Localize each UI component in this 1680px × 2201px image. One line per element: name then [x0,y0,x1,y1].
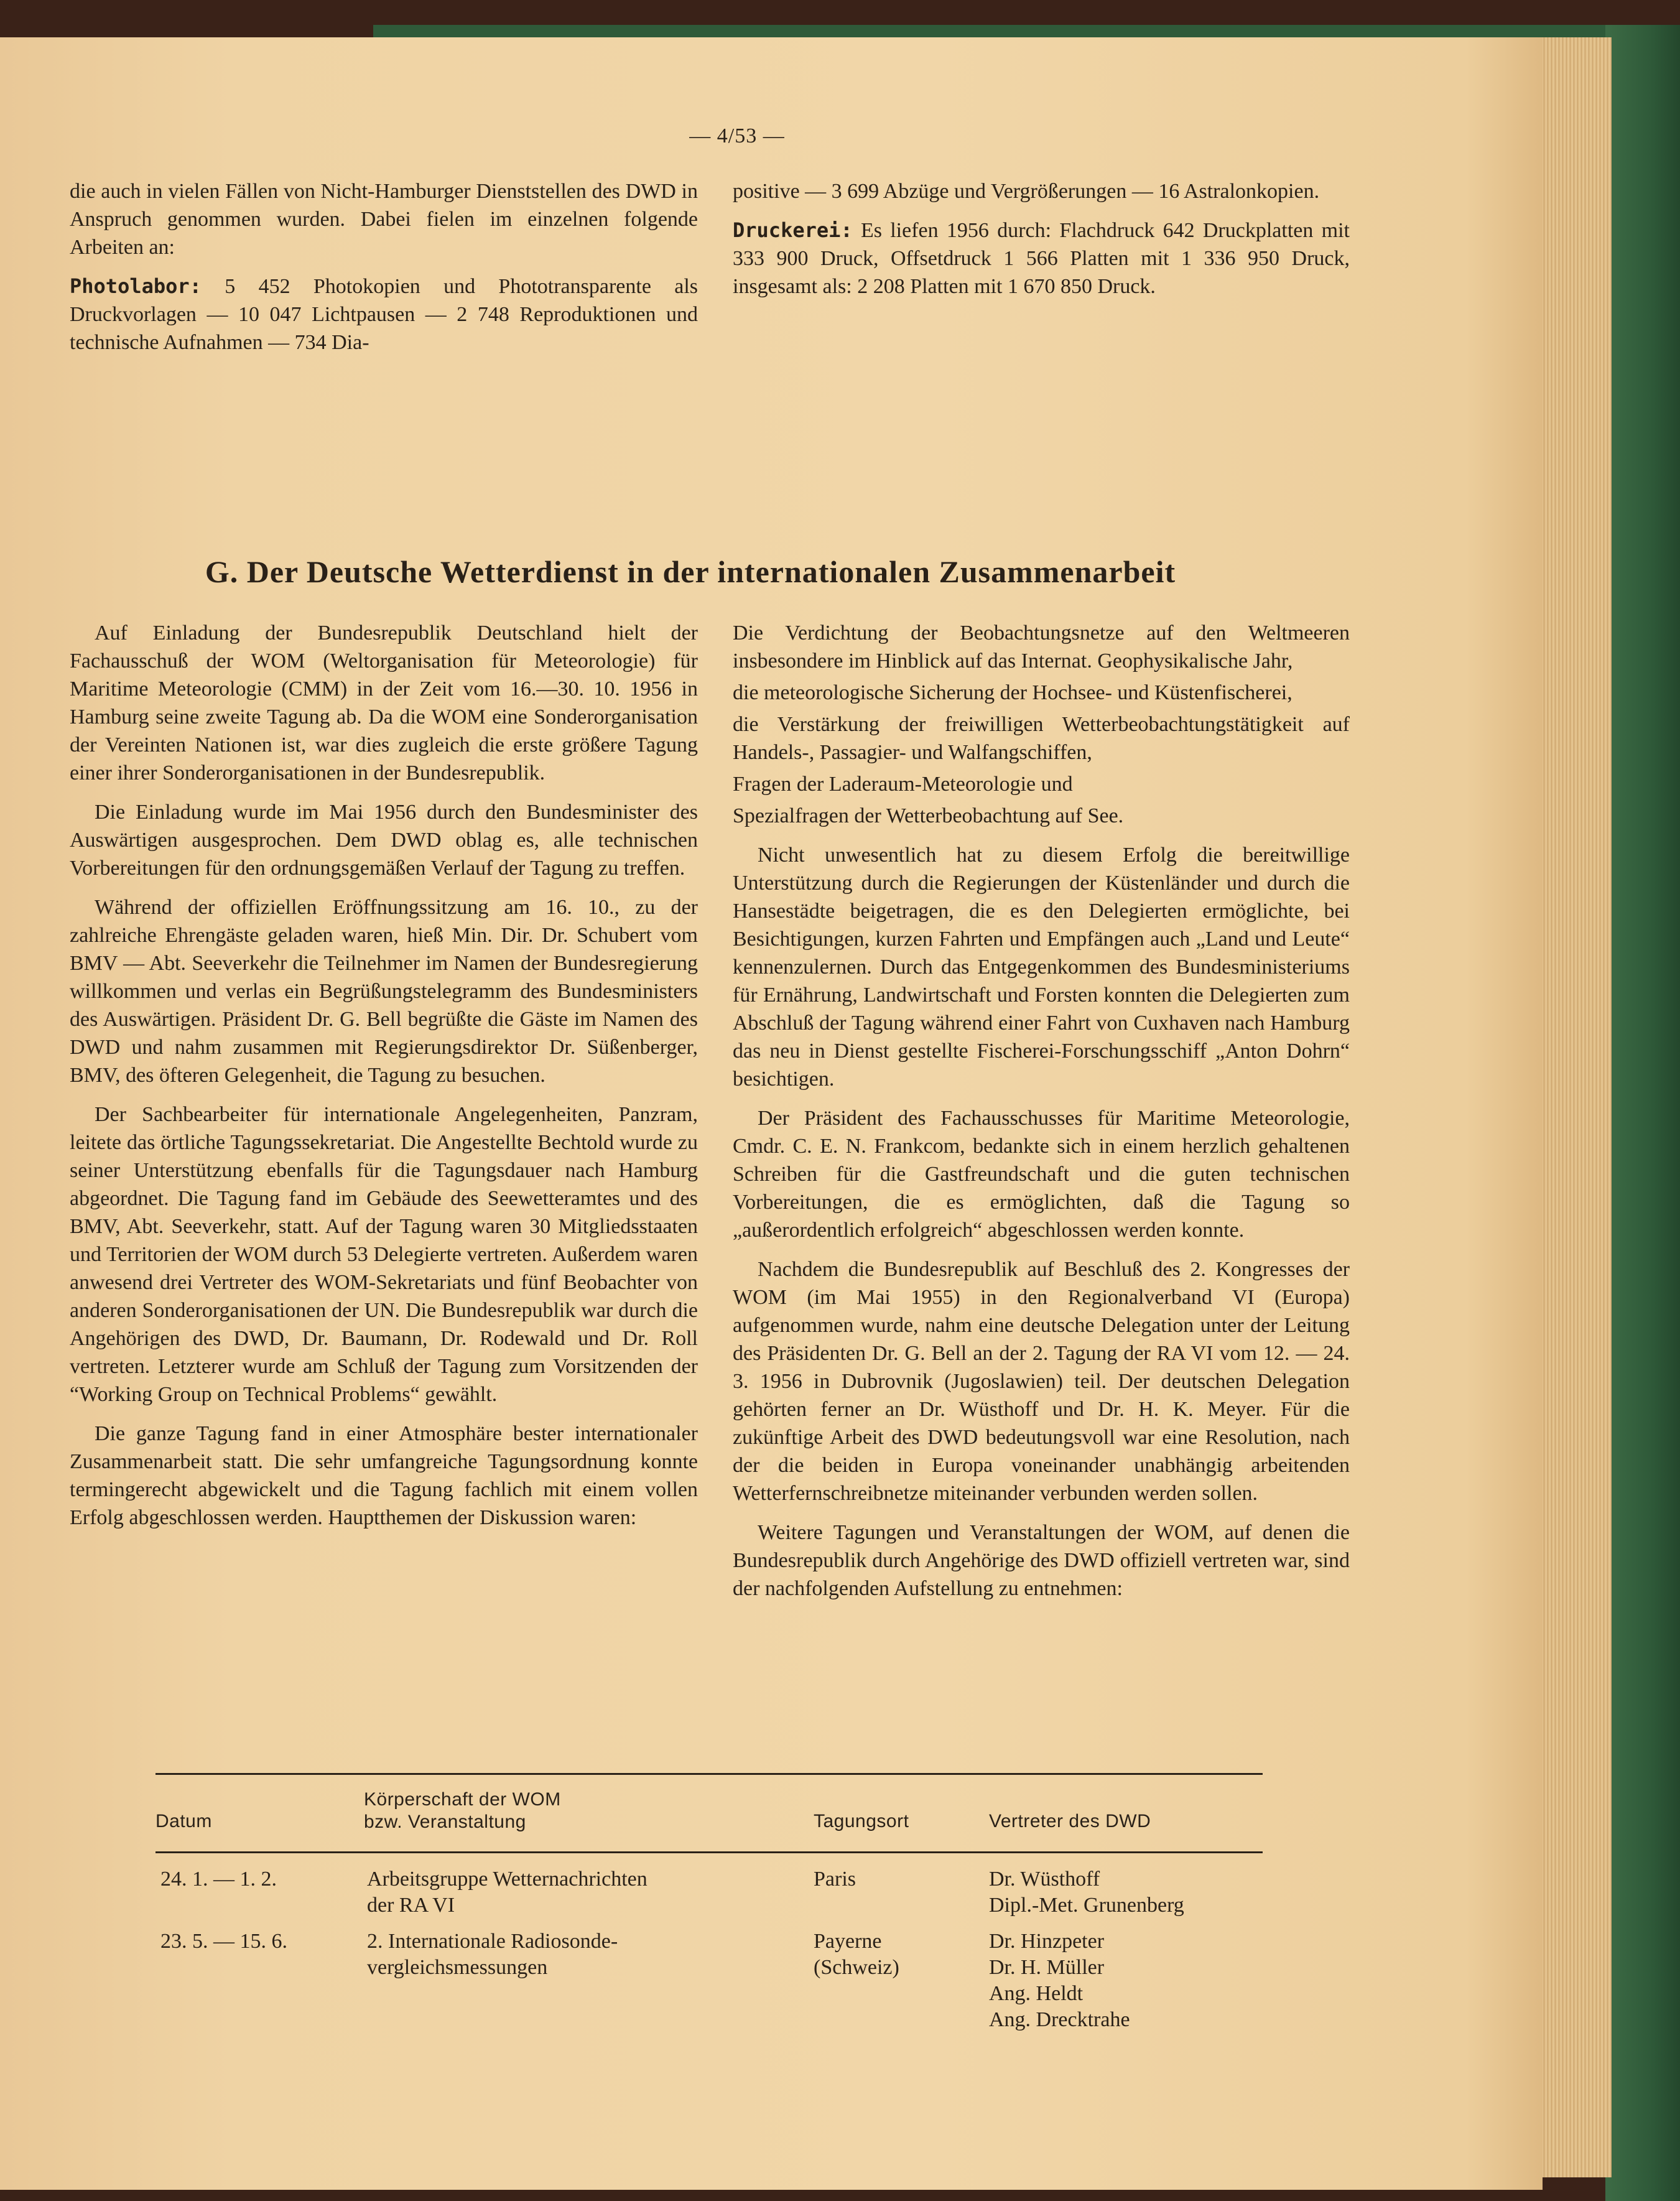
row-1-veranstaltung [367,1866,647,1919]
left-paragraph-3: Während der offiziellen Eröffnungssitzung am 16. 10., zu der zahlreiche Ehrengäste geladen waren, hieß Min. Dir. Dr. Schubert vom BMV — Abt. Seeverkehr die Teilnehmer im Namen der Bundesregierung willkommen und verlas ein Begrüßungstelegramm des Bundesministers des Auswärtigen. Präsident Dr. G. Bell begrüßte die Gäste im Namen des DWD und nahm zusammen mit Regierungsdirektor Dr. Süßenberger, BMV, des öfteren Gelegenheit, die Tagung zu besuchen. [70,896,698,1087]
row-2-veranstaltung [367,1929,618,1981]
row-1-vertreter-line-1: Dr. Wüsthoff [989,1868,1100,1891]
list-item-2: die meteorologische Sicherung der Hochsee- und Küstenfischerei, [733,681,1292,704]
row-2-veranstaltung-line-2: vergleichsmessungen [367,1956,548,1979]
list-item-3: die Verstärkung der freiwilligen Wetterbeobachtungstätigkeit auf Handels-, Passagier- und Walfangschiffen, [733,713,1350,764]
row-2-datum: 23. 5. — 15. 6. [160,1930,287,1953]
table-header-koerperschaft-line-1: Körperschaft der WOM [364,1789,561,1810]
table-header-rule [155,1851,1263,1853]
row-2-veranstaltung-line-1: 2. Internationale Radiosonde- [367,1930,618,1953]
top-right-paragraph-2 [733,216,1350,300]
photolabor-text: 5 452 Photokopien und Phototransparente als Druckvorlagen — 10 047 Lichtpausen — 2 748 Reproduktionen und technische Aufnahmen — 734 Dia- [70,275,698,354]
row-2-vertreter-line-3: Ang. Heldt [989,1982,1084,2005]
page-stack-edge [1537,37,1612,2177]
book-cover-edge [1605,25,1680,2201]
row-1-vertreter-line-2: Dipl.-Met. Grunenberg [989,1894,1184,1917]
page-number: — 4/53 — [689,124,785,147]
table-header-datum: Datum [155,1811,212,1831]
row-2-ort-line-2: (Schweiz) [814,1956,899,1979]
section-heading: G. Der Deutsche Wetterdienst in der internationalen Zusammenarbeit [205,554,1176,589]
row-2-vertreter-line-2: Dr. H. Müller [989,1956,1105,1979]
table-top-rule [155,1773,1263,1775]
top-right-column [733,177,1350,312]
left-paragraph-2: Die Einladung wurde im Mai 1956 durch den Bundesminister des Auswärtigen ausgesprochen. Dem DWD oblag es, alle technischen Vorbereitungen für den ordnungsgemäßen Verlauf der Tagung zu treffen. [70,801,698,880]
list-item-1: Die Verdichtung der Beobachtungsnetze auf den Weltmeeren insbesondere im Hinblick auf das Internat. Geophysikalische Jahr, [733,621,1350,672]
right-paragraph-3: Nachdem die Bundesrepublik auf Beschluß des 2. Kongresses der WOM (im Mai 1955) in den Regionalverband VI (Europa) aufgenommen wurde, nahm eine deutsche Delegation unter der Leitung des Präsidenten Dr. G. Bell an der 2. Tagung der RA VI vom 12. — 24. 3. 1956 in Dubrovnik (Jugoslawien) teil. Der deutschen Delegation gehörten ferner an Dr. Wüsthoff und Dr. H. K. Meyer. Für die zukünftige Arbeit des DWD bedeutungsvoll war eine Resolution, nach der die beiden in Europa voneinander unabhängig arbeitenden Wetterfernschreibnetze miteinander verbunden werden sollen. [733,1258,1350,1505]
table-header-tagungsort: Tagungsort [814,1811,909,1831]
table-header-koerperschaft-line-2: bzw. Veranstaltung [364,1812,526,1832]
right-paragraph-1: Nicht unwesentlich hat zu diesem Erfolg die bereitwillige Unterstützung durch die Regierungen der Küstenländer und durch die Hansestädte beigetragen, die es den Delegierten ermöglichte, bei Besichtigungen, kurzen Fahrten und Empfängen auch „Land und Leute“ kennenzulernen. Durch das Entgegenkommen des Bundesministeriums für Ernährung, Landwirtschaft und Forsten konnten die Delegierten zum Abschluß der Tagung während einer Fahrt von Cuxhaven nach Hamburg das neu in Dienst gestellte Fischerei-Forschungsschiff „Anton Dohrn“ besichtigen. [733,844,1350,1091]
right-paragraph-4: Weitere Tagungen und Veranstaltungen der WOM, auf denen die Bundesrepublik durch Angehörige des DWD offiziell vertreten war, sind der nachfolgenden Aufstellung zu entnehmen: [733,1521,1350,1600]
left-paragraph-1: Auf Einladung der Bundesrepublik Deutschland hielt der Fachausschuß der WOM (Weltorganisation für Meteorologie) für Maritime Meteorologie (CMM) in der Zeit vom 16.—30. 10. 1956 in Hamburg seine zweite Tagung ab. Da die WOM eine Sonderorganisation der Vereinten Nationen ist, war dies zugleich die erste größere Tagung einer ihrer Sonderorganisationen in der Bundesrepublik. [70,621,698,784]
row-1-veranstaltung-line-2: der RA VI [367,1894,455,1917]
druckerei-label: Druckerei: [733,218,853,242]
row-1-datum: 24. 1. — 1. 2. [160,1868,277,1891]
row-2-vertreter [989,1929,1130,2033]
list-item-4: Fragen der Laderaum-Meteorologie und [733,773,1073,796]
top-right-paragraph-1: positive — 3 699 Abzüge und Vergrößerungen — 16 Astralonkopien. [733,180,1320,203]
left-paragraph-5: Die ganze Tagung fand in einer Atmosphäre bester internationaler Zusammenarbeit statt. Die sehr umfangreiche Tagungsordnung konnte termingerecht abgewickelt und die Tagung fachlich mit einem vollen Erfolg abgeschlossen werden. Hauptthemen der Diskussion waren: [70,1422,698,1529]
row-2-vertreter-line-1: Dr. Hinzpeter [989,1930,1105,1953]
table-header-koerperschaft [364,1789,561,1833]
row-2-vertreter-line-4: Ang. Drecktrahe [989,2008,1130,2031]
list-item-5: Spezialfragen der Wetterbeobachtung auf See. [733,804,1124,827]
row-2-ort [814,1929,899,1981]
right-paragraph-2: Der Präsident des Fachausschusses für Maritime Meteorologie, Cmdr. C. E. N. Frankcom, bedankte sich in einem herzlich gehaltenen Schreiben für die Gastfreundschaft und die guten technischen Vorbereitungen, die es ermöglichten, daß die Tagung so „außerordentlich erfolgreich“ abgeschlossen werden konnte. [733,1107,1350,1242]
top-left-paragraph-2 [70,272,698,356]
top-left-paragraph-1: die auch in vielen Fällen von Nicht-Hamburger Dienststellen des DWD in Anspruch genommen wurden. Dabei fielen im einzelnen folgende Arbeiten an: [70,180,698,259]
right-column [733,619,1350,1614]
table-header-vertreter: Vertreter des DWD [989,1811,1151,1831]
photolabor-label: Photolabor: [70,274,202,298]
row-1-ort: Paris [814,1868,856,1891]
top-left-column [70,177,698,368]
row-1-vertreter [989,1866,1184,1919]
left-column [70,619,698,1543]
row-2-ort-line-1: Payerne [814,1930,882,1953]
document-page [0,37,1543,2190]
druckerei-text: Es liefen 1956 durch: Flachdruck 642 Druckplatten mit 333 900 Druck, Offsetdruck 1 566 Platten mit 1 336 950 Druck, insgesamt als: 2 208 Platten mit 1 670 850 Druck. [733,219,1350,298]
left-paragraph-4: Der Sachbearbeiter für internationale Angelegenheiten, Panzram, leitete das örtliche Tagungssekretariat. Die Angestellte Bechtold wurde zu seiner Unterstützung ebenfalls für die Tagungsdauer nach Hamburg abgeordnet. Die Tagung fand im Gebäude des Seewetteramtes und des BMV, Abt. Seeverkehr, statt. Auf der Tagung waren 30 Mitgliedsstaaten und Territorien der WOM durch 53 Delegierte vertreten. Außerdem waren anwesend drei Vertreter des WOM-Sekretariats und fünf Beobachter von anderen Sonderorganisationen der UN. Die Bundesrepublik war durch die Angehörigen des DWD, Dr. Baumann, Dr. Rodewald und Dr. Roll vertreten. Letzterer wurde am Schluß der Tagung zum Vorsitzenden der “Working Group on Technical Problems“ gewählt. [70,1103,698,1406]
row-1-veranstaltung-line-1: Arbeitsgruppe Wetternachrichten [367,1868,647,1891]
